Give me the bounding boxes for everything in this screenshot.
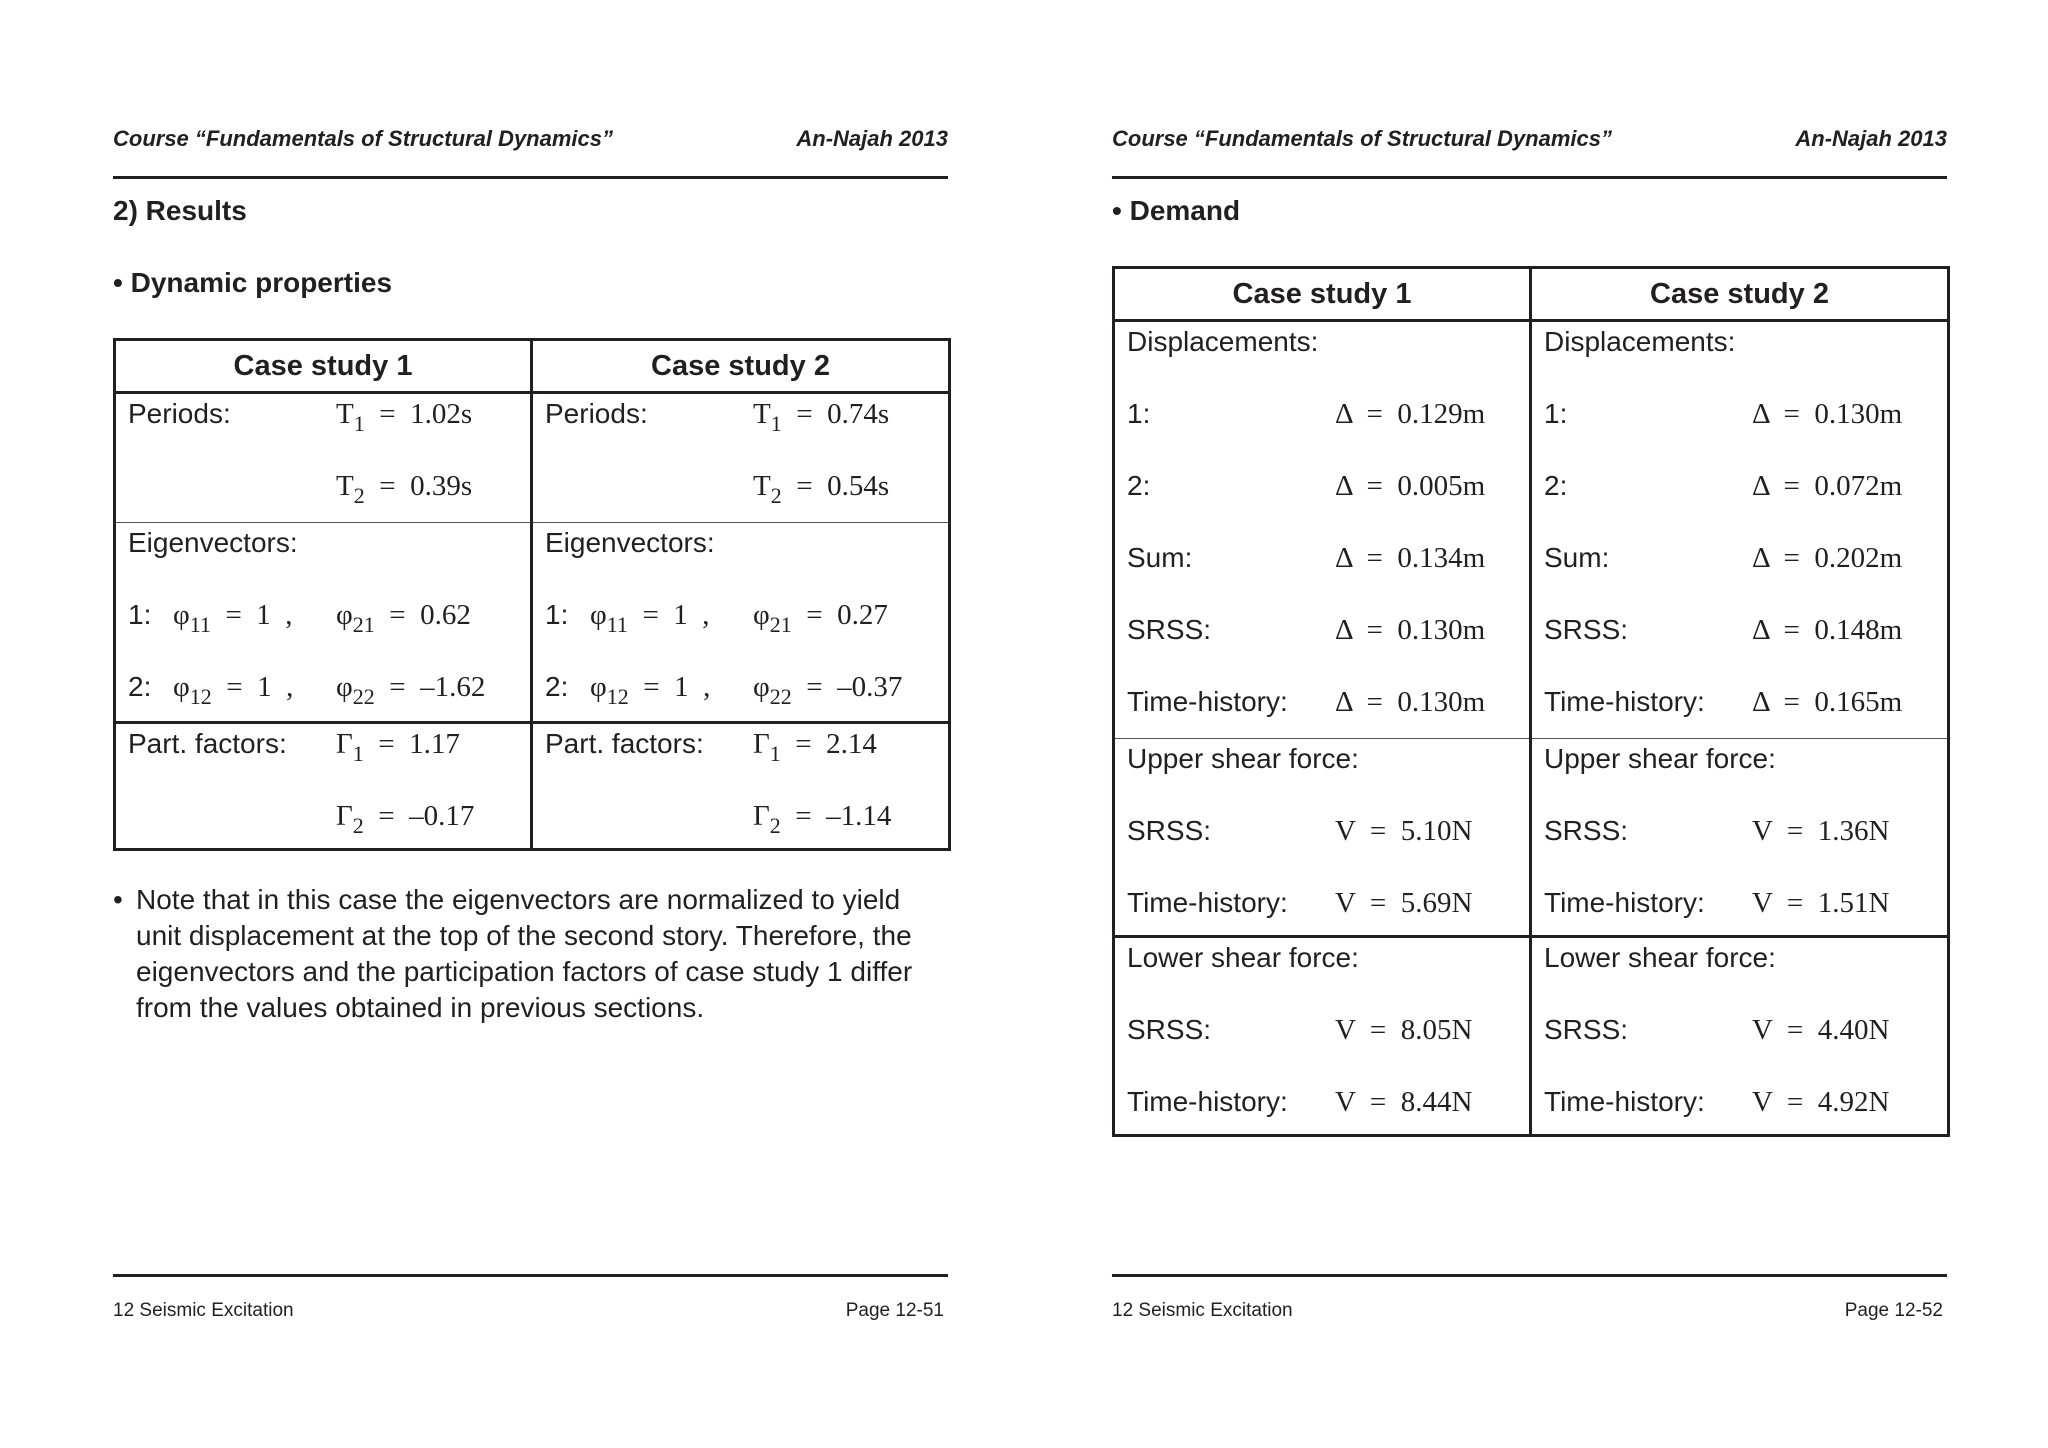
periods-label: Periods: [128, 398, 231, 429]
displacements-label: Displacements: [1544, 326, 1736, 357]
displacements-cell-case-1 [1115, 322, 1529, 738]
phi-21: $\varphi_{21} = 0.62$ [336, 599, 471, 637]
disp-srss: Δ = 0.130m [1335, 614, 1486, 646]
srss-label: SRSS: [1127, 815, 1212, 846]
eigenvectors-label: Eigenvectors: [128, 527, 298, 558]
time-history-label: Time-history: [1127, 1086, 1288, 1117]
footer-rule [1112, 1274, 1947, 1277]
course-year: An-Najah 2013 [796, 126, 948, 151]
footer-page-number: Page 12-51 [845, 1300, 944, 1321]
srss-label: SRSS: [1544, 815, 1629, 846]
disp-time-history: Δ = 0.165m [1752, 686, 1903, 718]
course-year: An-Najah 2013 [1795, 126, 1947, 151]
srss-label: SRSS: [1544, 614, 1629, 645]
footer-chapter: 12 Seismic Excitation [113, 1300, 294, 1321]
upper-shear-label: Upper shear force: [1127, 743, 1359, 774]
phi-11: $\varphi_{11} = 1$ , [173, 599, 293, 637]
lower-shear-cell-case-1 [1115, 938, 1529, 1134]
upper-shear-time-history: V = 5.69N [1335, 887, 1473, 919]
upper-shear-label: Upper shear force: [1544, 743, 1776, 774]
col-header-case-2: Case study 2 [532, 340, 950, 393]
part-factors-cell-case-2 [533, 724, 948, 848]
course-title: Course “Fundamentals of Structural Dynamics” [113, 126, 613, 151]
periods-cell-case-1 [116, 394, 530, 522]
eigenvectors-cell-case-1 [116, 523, 530, 721]
bullet-heading-dynamic-properties: • Dynamic properties [113, 267, 393, 298]
note-text: Note that in this case the eigenvectors are normalized to yield unit displacement at the top of the second story. Therefore, the eigenvectors and the participation factors of case study 1 differ from the values obtained in previous sections. [136, 884, 913, 1023]
period-t2: $T_2 = 0.39s$ [336, 470, 473, 508]
srss-label: SRSS: [1127, 614, 1212, 645]
right-page [1112, 0, 1947, 1448]
gamma-2: $\Gamma_2 = -0.17$ [336, 800, 475, 838]
col-header-case-1: Case study 1 [115, 340, 532, 393]
lower-shear-time-history: V = 8.44N [1335, 1086, 1473, 1118]
footer-page-number: Page 12-52 [1844, 1300, 1943, 1321]
bullet-heading-text: Dynamic properties [130, 267, 393, 298]
section-title: 2) Results [113, 195, 247, 226]
left-page: Course “Fundamentals of Structural Dynamics” An-Najah 2013 2) Results • Dynamic properties Case study 1 Case study 2 Periods: $T_1 = 1.02s$ $T_2 = 0.39s$ Periods: $T_1 = 0.74s$ $T_2 = 0.54s$ Eigenvectors: 1: $\varphi_{11} = 1$ , $\varphi_{21} = 0.62$ 2: $\varphi_{12} = 1$ , $\varphi_{22} = -1.62$ Eigenvectors: 1: $\varphi_{11} = 1$ , $\varphi_{21} = 0.27$ 2: $\varphi_{12} = 1$ , $\varphi_{22} = -0.37$ Part. factors: $\Gamma_1 = 1.17$ $\Gamma_2 = -0.17$ Part. factors: $\Gamma_1 = 2.14$ $\Gamma_2 = -1.14$ • Note that in this case the eigenvectors are normalized to yield unit displacement at the top of the second story. Therefore, the eigenvectors and the participation factors of case study 1 differ from the values obtained in previous sections. 12 Seismic Excitation Page 12-51 [113, 0, 948, 1448]
sum-label: Sum: [1544, 542, 1610, 573]
mode-1-label: 1: [1544, 398, 1568, 429]
part-factors-cell-case-1 [116, 724, 530, 848]
period-t2: $T_2 = 0.54s$ [753, 470, 890, 508]
part-factors-label: Part. factors: [128, 728, 287, 759]
col-header-case-2: Case study 2 [1531, 268, 1949, 321]
upper-shear-cell-case-2 [1532, 739, 1947, 935]
srss-label: SRSS: [1544, 1014, 1629, 1045]
disp-sum: Δ = 0.134m [1335, 542, 1486, 574]
bullet-heading-demand: • Demand [1112, 195, 1241, 226]
lower-shear-label: Lower shear force: [1544, 942, 1776, 973]
time-history-label: Time-history: [1544, 887, 1705, 918]
disp-mode-1: Δ = 0.130m [1752, 398, 1903, 430]
disp-mode-1: Δ = 0.129m [1335, 398, 1486, 430]
phi-12: $\varphi_{12} = 1$ , [173, 671, 294, 709]
part-factors-label: Part. factors: [545, 728, 704, 759]
sum-label: Sum: [1127, 542, 1193, 573]
mode-2-label: 2: [545, 671, 569, 702]
phi-22: $\varphi_{22} = -0.37$ [753, 671, 903, 709]
displacements-label: Displacements: [1127, 326, 1319, 357]
lower-shear-srss: V = 4.40N [1752, 1014, 1890, 1046]
course-title: Course “Fundamentals of Structural Dynamics” [1112, 126, 1612, 151]
srss-label: SRSS: [1127, 1014, 1212, 1045]
lower-shear-srss: V = 8.05N [1335, 1014, 1473, 1046]
phi-22: $\varphi_{22} = -1.62$ [336, 671, 486, 709]
gamma-2: $\Gamma_2 = -1.14$ [753, 800, 892, 838]
gamma-1: $\Gamma_1 = 2.14$ [753, 728, 877, 766]
lower-shear-label: Lower shear force: [1127, 942, 1359, 973]
mode-2-label: 2: [128, 671, 152, 702]
period-t1: $T_1 = 0.74s$ [753, 398, 890, 436]
disp-time-history: Δ = 0.130m [1335, 686, 1486, 718]
time-history-label: Time-history: [1127, 686, 1288, 717]
mode-1-label: 1: [1127, 398, 1151, 429]
header-rule [1112, 176, 1947, 179]
footer-chapter: 12 Seismic Excitation [1112, 1300, 1293, 1321]
disp-mode-2: Δ = 0.005m [1335, 470, 1486, 502]
col-header-case-1: Case study 1 [1114, 268, 1531, 321]
upper-shear-srss: V = 1.36N [1752, 815, 1890, 847]
mode-2-label: 2: [1127, 470, 1151, 501]
dynamic-properties-table [113, 338, 951, 851]
displacements-cell-case-2 [1532, 322, 1947, 738]
bullet-heading-text: Demand [1129, 195, 1241, 226]
lower-shear-cell-case-2 [1532, 938, 1947, 1134]
lower-shear-time-history: V = 4.92N [1752, 1086, 1890, 1118]
period-t1: $T_1 = 1.02s$ [336, 398, 473, 436]
footer-rule [113, 1274, 948, 1277]
mode-1-label: 1: [128, 599, 152, 630]
upper-shear-time-history: V = 1.51N [1752, 887, 1890, 919]
eigenvectors-cell-case-2 [533, 523, 948, 721]
time-history-label: Time-history: [1544, 1086, 1705, 1117]
disp-mode-2: Δ = 0.072m [1752, 470, 1903, 502]
mode-1-label: 1: [545, 599, 569, 630]
upper-shear-cell-case-1 [1115, 739, 1529, 935]
time-history-label: Time-history: [1544, 686, 1705, 717]
upper-shear-srss: V = 5.10N [1335, 815, 1473, 847]
periods-cell-case-2 [533, 394, 948, 522]
phi-12: $\varphi_{12} = 1$ , [590, 671, 711, 709]
gamma-1: $\Gamma_1 = 1.17$ [336, 728, 460, 766]
disp-sum: Δ = 0.202m [1752, 542, 1903, 574]
time-history-label: Time-history: [1127, 887, 1288, 918]
eigenvectors-label: Eigenvectors: [545, 527, 715, 558]
phi-11: $\varphi_{11} = 1$ , [590, 599, 710, 637]
disp-srss: Δ = 0.148m [1752, 614, 1903, 646]
mode-2-label: 2: [1544, 470, 1568, 501]
demand-table [1112, 266, 1950, 1137]
periods-label: Periods: [545, 398, 648, 429]
phi-21: $\varphi_{21} = 0.27$ [753, 599, 888, 637]
header-rule [113, 176, 948, 179]
